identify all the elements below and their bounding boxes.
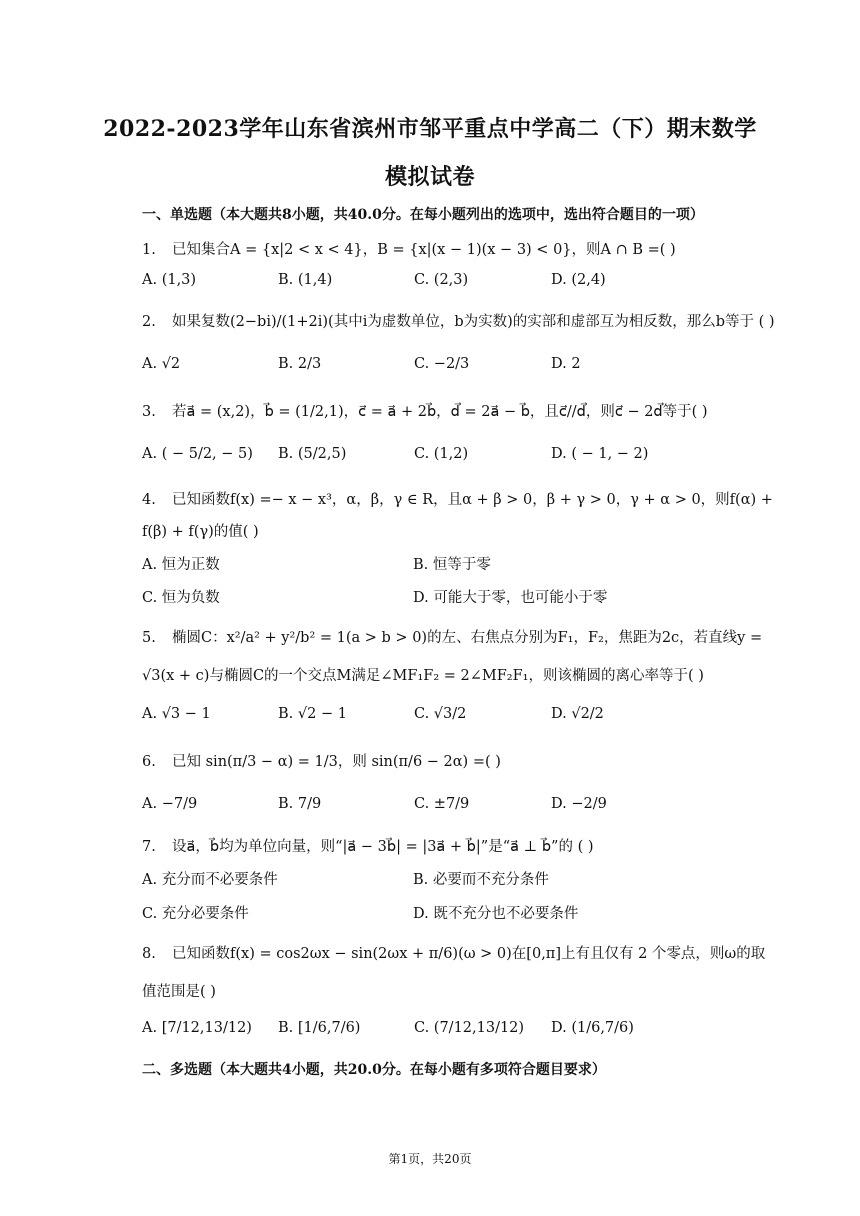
option-c: C. (7/12,13/12) bbox=[414, 1020, 525, 1036]
option-d: D. −2/9 bbox=[551, 796, 607, 812]
option-b: B. 恒等于零 bbox=[413, 557, 491, 573]
question-number: 7. bbox=[142, 839, 156, 855]
question-stem: 如果复数(2−bi)/(1+2i)(其中i为虚数单位，b为实数)的实部和虚部互为相反数，那么b等于 ( ) bbox=[172, 314, 775, 330]
question-5 bbox=[142, 626, 762, 647]
option-c: C. (2,3) bbox=[414, 272, 469, 288]
question-2 bbox=[142, 310, 775, 331]
question-stem-line2: f(β) + f(γ)的值( ) bbox=[142, 524, 259, 540]
question-1 bbox=[142, 238, 676, 259]
options-row bbox=[142, 356, 762, 378]
option-c: C. √3/2 bbox=[414, 706, 467, 722]
option-a: A. √3 − 1 bbox=[142, 706, 211, 722]
question-stem-line1: 已知函数f(x) = cos2ωx − sin(2ωx + π/6)(ω > 0)在[0,π]上有且仅有 2 个零点，则ω的取 bbox=[172, 946, 766, 962]
option-c: C. 恒为负数 bbox=[142, 590, 220, 606]
option-c: C. 充分必要条件 bbox=[142, 906, 249, 922]
question-stem: 设a⃗，b⃗均为单位向量，则“|a⃗ − 3b⃗| = |3a⃗ + b⃗|”是“a⃗ ⊥ b⃗”的 ( ) bbox=[172, 839, 594, 855]
question-4 bbox=[142, 488, 773, 509]
question-7 bbox=[142, 835, 594, 856]
question-stem: 若a⃗ = (x,2)，b⃗ = (1/2,1)，c⃗ = a⃗ + 2b⃗，d⃗ = 2a⃗ − b⃗，且c⃗//d⃗，则c⃗ − 2d⃗等于( ) bbox=[172, 404, 708, 420]
option-c: C. −2/3 bbox=[414, 356, 470, 372]
page-footer: 第1页，共20页 bbox=[388, 1152, 472, 1166]
question-6 bbox=[142, 750, 501, 771]
question-stem: 已知 sin(π/3 − α) = 1/3，则 sin(π/6 − 2α) =( ) bbox=[172, 754, 501, 770]
question-8-continued bbox=[142, 980, 216, 1001]
options-row bbox=[142, 796, 762, 818]
question-8 bbox=[142, 942, 765, 963]
section-heading-single-choice: 一、单选题（本大题共8小题，共40.0分。在每小题列出的选项中，选出符合题目的一项） bbox=[142, 207, 704, 223]
options-row bbox=[142, 272, 762, 294]
option-a: A. ( − 5/2, − 5) bbox=[142, 446, 253, 462]
option-b: B. √2 − 1 bbox=[278, 706, 347, 722]
question-number: 5. bbox=[142, 630, 156, 646]
question-number: 1. bbox=[142, 242, 156, 258]
option-d: D. 既不充分也不必要条件 bbox=[413, 906, 579, 922]
question-number: 4. bbox=[142, 492, 156, 508]
question-5-continued bbox=[142, 664, 704, 685]
option-a: A. √2 bbox=[142, 356, 181, 372]
option-b: B. (1,4) bbox=[278, 272, 333, 288]
options-row bbox=[142, 902, 762, 924]
question-number: 3. bbox=[142, 404, 156, 420]
option-a: A. 充分而不必要条件 bbox=[142, 872, 278, 888]
options-row bbox=[142, 1020, 762, 1042]
option-b: B. [1/6,7/6) bbox=[278, 1020, 361, 1036]
options-row bbox=[142, 553, 762, 575]
option-a: A. −7/9 bbox=[142, 796, 198, 812]
question-number: 6. bbox=[142, 754, 156, 770]
option-c: C. (1,2) bbox=[414, 446, 469, 462]
options-row bbox=[142, 706, 762, 728]
option-d: D. 可能大于零，也可能小于零 bbox=[413, 590, 608, 606]
option-a: A. [7/12,13/12) bbox=[142, 1020, 252, 1036]
question-4-continued bbox=[142, 520, 259, 541]
option-d: D. 2 bbox=[551, 356, 581, 372]
page-subtitle: 模拟试卷 bbox=[384, 164, 475, 190]
option-d: D. (2,4) bbox=[551, 272, 606, 288]
question-number: 8. bbox=[142, 946, 156, 962]
question-stem-line2: 值范围是( ) bbox=[142, 984, 216, 1000]
question-stem-line1: 已知函数f(x) =− x − x³，α，β，γ ∈ R，且α + β > 0，β + γ > 0，γ + α > 0，则f(α) + bbox=[172, 492, 773, 508]
option-d: D. (1/6,7/6) bbox=[551, 1020, 634, 1036]
option-b: B. (5/2,5) bbox=[278, 446, 347, 462]
question-3 bbox=[142, 400, 708, 421]
option-b: B. 7/9 bbox=[278, 796, 322, 812]
page-title: 2022-2023学年山东省滨州市邹平重点中学高二（下）期末数学 bbox=[103, 116, 757, 142]
options-row bbox=[142, 446, 762, 468]
option-d: D. √2/2 bbox=[551, 706, 604, 722]
question-number: 2. bbox=[142, 314, 156, 330]
question-stem: 已知集合A = {x|2 < x < 4}，B = {x|(x − 1)(x − 3) < 0}，则A ∩ B =( ) bbox=[172, 242, 676, 258]
options-row bbox=[142, 868, 762, 890]
option-a: A. (1,3) bbox=[142, 272, 197, 288]
option-c: C. ±7/9 bbox=[414, 796, 470, 812]
options-row bbox=[142, 586, 762, 608]
option-d: D. ( − 1, − 2) bbox=[551, 446, 649, 462]
option-b: B. 必要而不充分条件 bbox=[413, 872, 549, 888]
question-stem-line2: √3(x + c)与椭圆C的一个交点M满足∠MF₁F₂ = 2∠MF₂F₁，则该椭圆的离心率等于( ) bbox=[142, 668, 704, 684]
option-b: B. 2/3 bbox=[278, 356, 322, 372]
option-a: A. 恒为正数 bbox=[142, 557, 220, 573]
section-heading-multiple-choice: 二、多选题（本大题共4小题，共20.0分。在每小题有多项符合题目要求） bbox=[142, 1062, 606, 1078]
question-stem-line1: 椭圆C：x²/a² + y²/b² = 1(a > b > 0)的左、右焦点分别为F₁，F₂，焦距为2c，若直线y = bbox=[172, 630, 763, 646]
